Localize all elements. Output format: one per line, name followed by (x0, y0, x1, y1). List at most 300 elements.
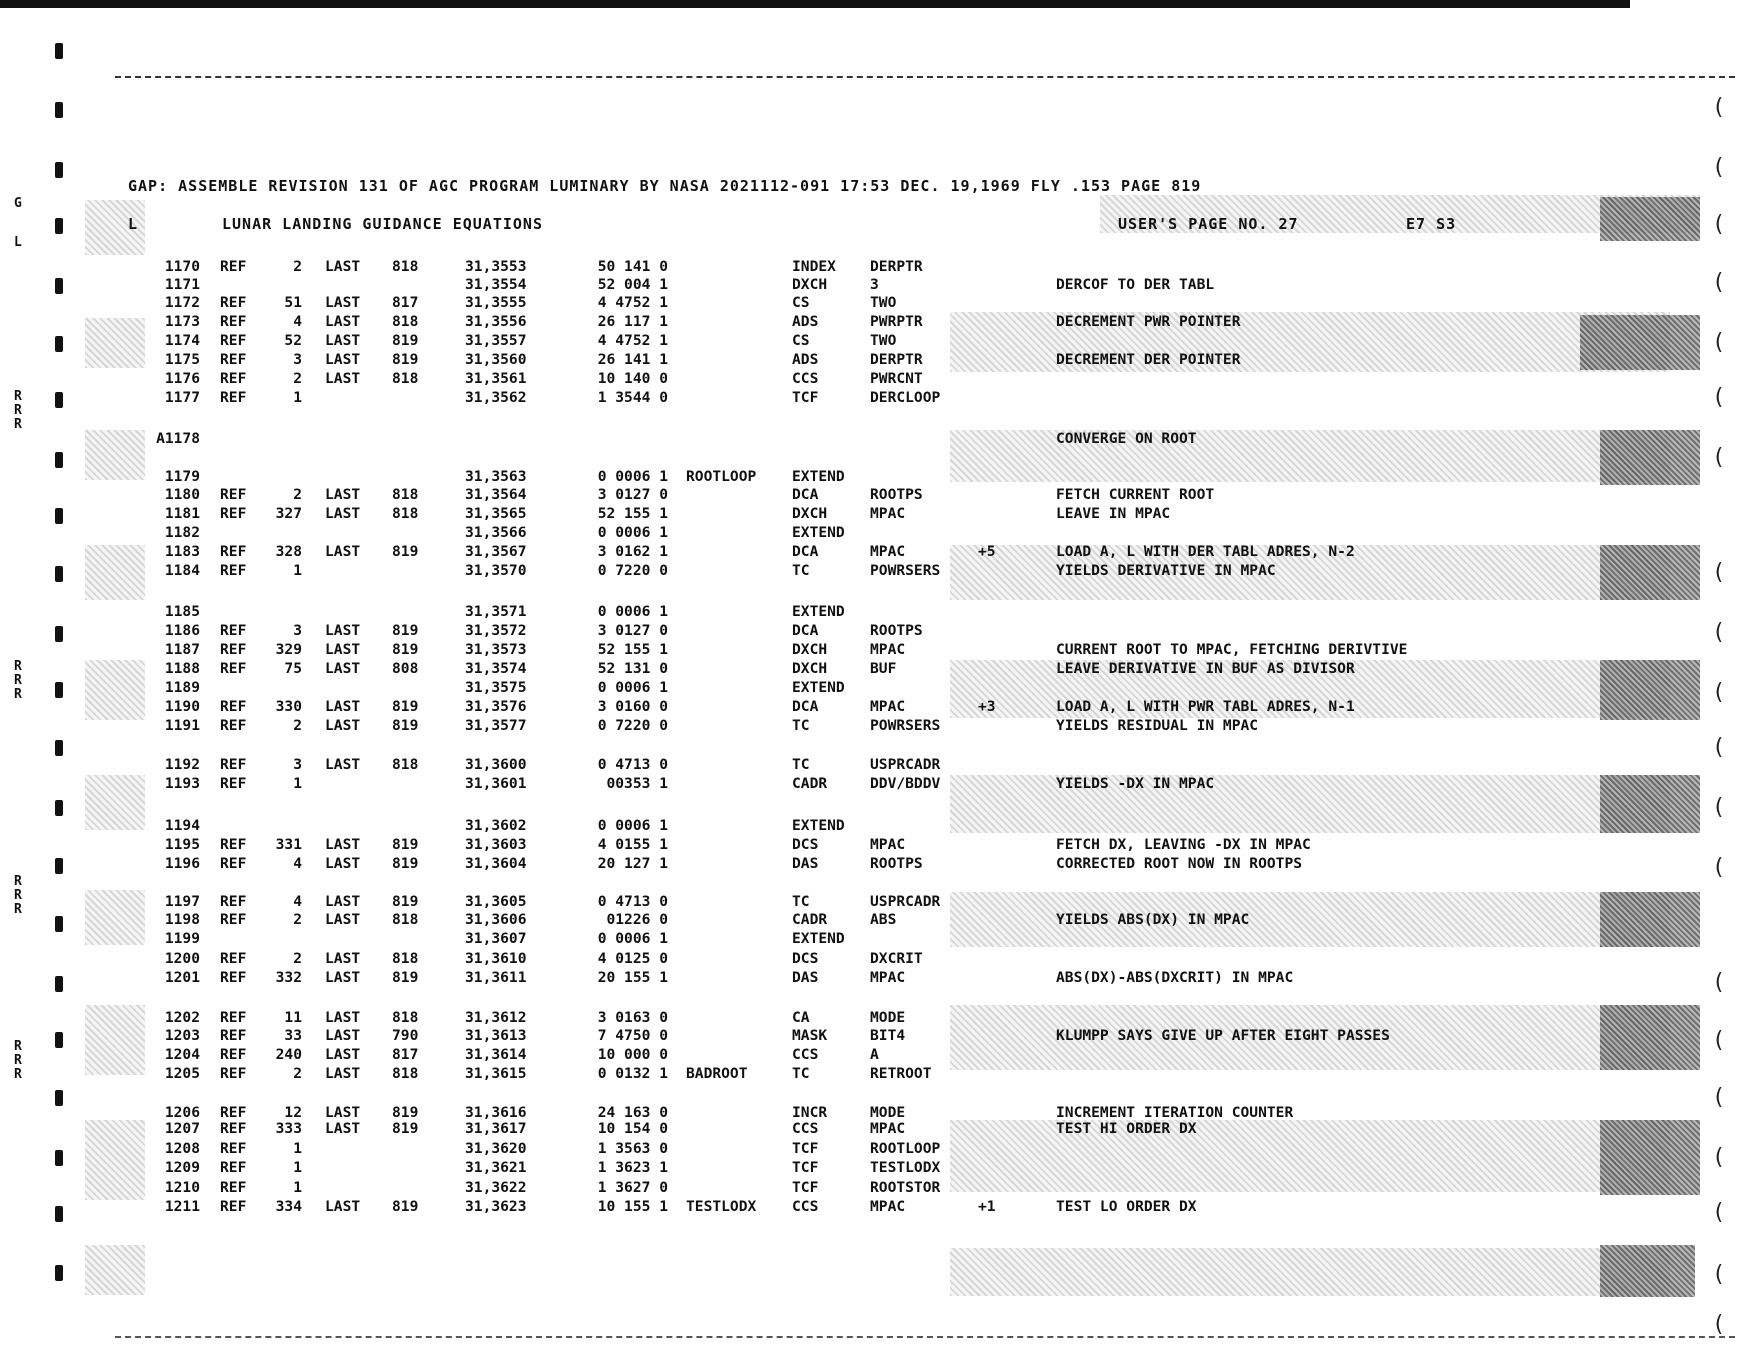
ref-count: 327 (275, 505, 302, 522)
opcode: TCF (792, 1159, 819, 1176)
last-page: 818 (392, 911, 419, 928)
ref-count: 331 (275, 836, 302, 853)
last-keyword: LAST (325, 836, 361, 853)
margin-mark: R R R (14, 659, 22, 702)
ref-count: 1 (293, 1179, 302, 1196)
margin-paren: ( (1712, 1145, 1726, 1170)
ref-keyword: REF (220, 911, 247, 928)
operand: MPAC (870, 698, 906, 715)
octal-code: 52 131 0 (597, 660, 668, 677)
octal-code: 3 0127 0 (597, 486, 668, 503)
last-page: 808 (392, 660, 419, 677)
opcode: DXCH (792, 505, 828, 522)
ref-keyword: REF (220, 969, 247, 986)
margin-paren: ( (1712, 95, 1726, 120)
octal-code: 0 0132 1 (597, 1065, 668, 1082)
line-number: 1173 (164, 313, 200, 330)
octal-code: 52 004 1 (597, 276, 668, 293)
ref-count: 330 (275, 698, 302, 715)
listing-line (0, 950, 1700, 969)
comment: CORRECTED ROOT NOW IN ROOTPS (1056, 855, 1303, 872)
opcode: DCA (792, 486, 819, 503)
ref-keyword: REF (220, 389, 247, 406)
comment: KLUMPP SAYS GIVE UP AFTER EIGHT PASSES (1056, 1027, 1390, 1044)
ref-count: 1 (293, 562, 302, 579)
address: 31,3577 (465, 717, 527, 734)
margin-paren: ( (1712, 1262, 1726, 1287)
last-keyword: LAST (325, 911, 361, 928)
listing-line (0, 660, 1700, 679)
label: BADROOT (686, 1065, 748, 1082)
operand: MPAC (870, 1120, 906, 1137)
ref-count: 329 (275, 641, 302, 658)
listing-line (0, 698, 1700, 717)
ref-count: 2 (293, 370, 302, 387)
octal-code: 0 0006 1 (597, 930, 668, 947)
opcode: ADS (792, 351, 819, 368)
octal-code: 52 155 1 (597, 641, 668, 658)
top-edge-bar (0, 0, 1630, 8)
last-keyword: LAST (325, 756, 361, 773)
octal-code: 10 155 1 (597, 1198, 668, 1215)
address: 31,3616 (465, 1104, 527, 1121)
section-title: LUNAR LANDING GUIDANCE EQUATIONS (222, 215, 543, 233)
ref-keyword: REF (220, 294, 247, 311)
line-number: 1205 (164, 1065, 200, 1082)
ref-keyword: REF (220, 1179, 247, 1196)
operand: MPAC (870, 836, 906, 853)
opcode: EXTEND (792, 524, 845, 541)
comment: FETCH DX, LEAVING -DX IN MPAC (1056, 836, 1311, 853)
listing-line (0, 603, 1700, 622)
comment: YIELDS RESIDUAL IN MPAC (1056, 717, 1259, 734)
listing-line (0, 622, 1700, 641)
comment: YIELDS ABS(DX) IN MPAC (1056, 911, 1250, 928)
comment: LEAVE DERIVATIVE IN BUF AS DIVISOR (1056, 660, 1355, 677)
ref-count: 4 (293, 855, 302, 872)
listing-line (0, 294, 1700, 313)
sprocket-hole (55, 218, 63, 234)
operand: ROOTSTOR (870, 1179, 941, 1196)
operand: POWRSERS (870, 717, 941, 734)
line-number: A1178 (156, 430, 200, 447)
operand: DERPTR (870, 351, 923, 368)
last-keyword: LAST (325, 543, 361, 560)
opcode: CCS (792, 1120, 819, 1137)
last-page: 818 (392, 370, 419, 387)
octal-code: 20 127 1 (597, 855, 668, 872)
ref-keyword: REF (220, 1046, 247, 1063)
last-keyword: LAST (325, 855, 361, 872)
listing-line (0, 1198, 1700, 1217)
ref-count: 4 (293, 313, 302, 330)
line-number: 1175 (164, 351, 200, 368)
margin-paren: ( (1712, 270, 1726, 295)
ref-keyword: REF (220, 1120, 247, 1137)
comment: TEST HI ORDER DX (1056, 1120, 1197, 1137)
ref-keyword: REF (220, 1140, 247, 1157)
last-page: 818 (392, 950, 419, 967)
octal-code: 0 0006 1 (597, 817, 668, 834)
last-keyword: LAST (325, 370, 361, 387)
ref-keyword: REF (220, 313, 247, 330)
octal-code: 4 4752 1 (597, 332, 668, 349)
listing-line (0, 1120, 1700, 1139)
comment: DERCOF TO DER TABL (1056, 276, 1215, 293)
line-number: 1190 (164, 698, 200, 715)
octal-code: 0 0006 1 (597, 524, 668, 541)
last-page: 819 (392, 543, 419, 560)
opcode: TCF (792, 1140, 819, 1157)
line-number: 1196 (164, 855, 200, 872)
opcode: DCS (792, 836, 819, 853)
operand: PWRCNT (870, 370, 923, 387)
ref-count: 75 (284, 660, 302, 677)
comment: DECREMENT DER POINTER (1056, 351, 1241, 368)
opcode: TCF (792, 389, 819, 406)
sprocket-hole (55, 452, 63, 468)
octal-code: 4 4752 1 (597, 294, 668, 311)
opcode: DCS (792, 950, 819, 967)
ref-keyword: REF (220, 1065, 247, 1082)
listing-line (0, 893, 1700, 912)
ref-count: 33 (284, 1027, 302, 1044)
line-number: 1172 (164, 294, 200, 311)
octal-code: 0 7220 0 (597, 717, 668, 734)
address: 31,3574 (465, 660, 527, 677)
line-number: 1174 (164, 332, 200, 349)
octal-code: 24 163 0 (597, 1104, 668, 1121)
operand: PWRPTR (870, 313, 923, 330)
ref-count: 2 (293, 717, 302, 734)
label: ROOTLOOP (686, 468, 757, 485)
ref-keyword: REF (220, 486, 247, 503)
margin-paren: ( (1712, 970, 1726, 995)
line-number: 1192 (164, 756, 200, 773)
ref-keyword: REF (220, 855, 247, 872)
listing-line (0, 817, 1700, 836)
listing-line (0, 1046, 1700, 1065)
ref-count: 4 (293, 893, 302, 910)
perforation-line-top (115, 76, 1735, 78)
opcode: CADR (792, 775, 828, 792)
line-number: 1200 (164, 950, 200, 967)
address: 31,3571 (465, 603, 527, 620)
ref-keyword: REF (220, 370, 247, 387)
operand: BIT4 (870, 1027, 906, 1044)
ref-count: 2 (293, 258, 302, 275)
address: 31,3623 (465, 1198, 527, 1215)
margin-mark: G (14, 196, 22, 211)
address: 31,3554 (465, 276, 527, 293)
last-keyword: LAST (325, 1046, 361, 1063)
listing-line (0, 775, 1700, 794)
ref-keyword: REF (220, 641, 247, 658)
address: 31,3614 (465, 1046, 527, 1063)
line-number: 1171 (164, 276, 200, 293)
operand: MPAC (870, 641, 906, 658)
last-page: 818 (392, 1009, 419, 1026)
last-page: 818 (392, 486, 419, 503)
listing-line (0, 1159, 1700, 1178)
octal-code: 3 0163 0 (597, 1009, 668, 1026)
opcode: TC (792, 893, 810, 910)
opcode: DAS (792, 969, 819, 986)
scan-noise (1600, 197, 1700, 241)
octal-code: 7 4750 0 (597, 1027, 668, 1044)
last-keyword: LAST (325, 1065, 361, 1082)
line-number: 1194 (164, 817, 200, 834)
line-number: 1195 (164, 836, 200, 853)
operand: TWO (870, 332, 897, 349)
ref-keyword: REF (220, 1104, 247, 1121)
line-number: 1176 (164, 370, 200, 387)
line-number: 1185 (164, 603, 200, 620)
operand: MODE (870, 1009, 906, 1026)
ref-count: 3 (293, 351, 302, 368)
address: 31,3612 (465, 1009, 527, 1026)
octal-code: 00353 1 (606, 775, 668, 792)
line-number: 1170 (164, 258, 200, 275)
sprocket-hole (55, 800, 63, 816)
operand: A (870, 1046, 879, 1063)
address: 31,3570 (465, 562, 527, 579)
last-page: 818 (392, 505, 419, 522)
listing-line (0, 679, 1700, 698)
operand: BUF (870, 660, 897, 677)
address: 31,3553 (465, 258, 527, 275)
address: 31,3604 (465, 855, 527, 872)
comment: FETCH CURRENT ROOT (1056, 486, 1215, 503)
ref-keyword: REF (220, 698, 247, 715)
comment: TEST LO ORDER DX (1056, 1198, 1197, 1215)
address: 31,3605 (465, 893, 527, 910)
ref-count: 334 (275, 1198, 302, 1215)
last-keyword: LAST (325, 1120, 361, 1137)
operand: TESTLODX (870, 1159, 941, 1176)
last-page: 817 (392, 294, 419, 311)
address: 31,3572 (465, 622, 527, 639)
address: 31,3563 (465, 468, 527, 485)
operand: TWO (870, 294, 897, 311)
operand: USPRCADR (870, 756, 941, 773)
opcode: EXTEND (792, 603, 845, 620)
listing-line (0, 1009, 1700, 1028)
margin-paren: ( (1712, 855, 1726, 880)
listing-line (0, 370, 1700, 389)
operand: POWRSERS (870, 562, 941, 579)
line-number: 1189 (164, 679, 200, 696)
ref-keyword: REF (220, 562, 247, 579)
opcode: EXTEND (792, 817, 845, 834)
octal-code: 1 3623 1 (597, 1159, 668, 1176)
listing-line (0, 313, 1700, 332)
opcode: DCA (792, 622, 819, 639)
last-page: 819 (392, 332, 419, 349)
comment: LEAVE IN MPAC (1056, 505, 1171, 522)
line-number: 1191 (164, 717, 200, 734)
octal-code: 3 0162 1 (597, 543, 668, 560)
operand: ROOTLOOP (870, 1140, 941, 1157)
comment: LOAD A, L WITH DER TABL ADRES, N-2 (1056, 543, 1355, 560)
margin-paren: ( (1712, 212, 1726, 237)
margin-mark: R R R (14, 1039, 22, 1082)
ref-count: 2 (293, 486, 302, 503)
margin-paren: ( (1712, 620, 1726, 645)
margin-paren: ( (1712, 795, 1726, 820)
listing-line (0, 1140, 1700, 1159)
line-number: 1181 (164, 505, 200, 522)
ref-count: 2 (293, 950, 302, 967)
margin-paren: ( (1712, 445, 1726, 470)
last-page: 818 (392, 313, 419, 330)
address: 31,3613 (465, 1027, 527, 1044)
octal-code: 52 155 1 (597, 505, 668, 522)
ref-keyword: REF (220, 775, 247, 792)
margin-mark: R R R (14, 874, 22, 917)
opcode: EXTEND (792, 468, 845, 485)
listing-line (0, 969, 1700, 988)
opcode: INDEX (792, 258, 836, 275)
ref-keyword: REF (220, 836, 247, 853)
opcode: DXCH (792, 276, 828, 293)
last-keyword: LAST (325, 294, 361, 311)
ref-count: 2 (293, 1065, 302, 1082)
operand: DDV/BDDV (870, 775, 941, 792)
address: 31,3560 (465, 351, 527, 368)
page-code: E7 S3 (1406, 215, 1457, 233)
octal-code: 0 7220 0 (597, 562, 668, 579)
address: 31,3600 (465, 756, 527, 773)
ref-count: 52 (284, 332, 302, 349)
line-number: 1202 (164, 1009, 200, 1026)
address: 31,3621 (465, 1159, 527, 1176)
offset: +5 (978, 543, 996, 560)
address: 31,3617 (465, 1120, 527, 1137)
opcode: DXCH (792, 641, 828, 658)
last-keyword: LAST (325, 698, 361, 715)
octal-code: 4 0155 1 (597, 836, 668, 853)
ref-keyword: REF (220, 351, 247, 368)
operand: ABS (870, 911, 897, 928)
last-page: 818 (392, 258, 419, 275)
listing-line (0, 836, 1700, 855)
listing-line (0, 855, 1700, 874)
last-page: 819 (392, 1104, 419, 1121)
operand: MPAC (870, 543, 906, 560)
scan-noise (950, 1248, 1670, 1296)
listing-line (0, 524, 1700, 543)
last-keyword: LAST (325, 622, 361, 639)
octal-code: 20 155 1 (597, 969, 668, 986)
address: 31,3562 (465, 389, 527, 406)
last-page: 819 (392, 836, 419, 853)
margin-paren: ( (1712, 385, 1726, 410)
margin-paren: ( (1712, 1085, 1726, 1110)
last-page: 819 (392, 893, 419, 910)
listing-line (0, 486, 1700, 505)
last-keyword: LAST (325, 950, 361, 967)
octal-code: 3 0160 0 (597, 698, 668, 715)
address: 31,3566 (465, 524, 527, 541)
listing-line (0, 505, 1700, 524)
ref-keyword: REF (220, 505, 247, 522)
comment: ABS(DX)-ABS(DXCRIT) IN MPAC (1056, 969, 1294, 986)
opcode: EXTEND (792, 930, 845, 947)
address: 31,3564 (465, 486, 527, 503)
opcode: CADR (792, 911, 828, 928)
ref-keyword: REF (220, 660, 247, 677)
last-page: 819 (392, 351, 419, 368)
octal-code: 01226 0 (606, 911, 668, 928)
offset: +3 (978, 698, 996, 715)
margin-paren: ( (1712, 735, 1726, 760)
address: 31,3622 (465, 1179, 527, 1196)
address: 31,3620 (465, 1140, 527, 1157)
ref-count: 3 (293, 622, 302, 639)
line-number: 1206 (164, 1104, 200, 1121)
sprocket-hole (55, 162, 63, 178)
line-number: 1199 (164, 930, 200, 947)
address: 31,3567 (465, 543, 527, 560)
address: 31,3576 (465, 698, 527, 715)
listing-line (0, 258, 1700, 277)
comment: INCREMENT ITERATION COUNTER (1056, 1104, 1294, 1121)
ref-keyword: REF (220, 950, 247, 967)
last-keyword: LAST (325, 313, 361, 330)
line-number: 1211 (164, 1198, 200, 1215)
line-number: 1201 (164, 969, 200, 986)
address: 31,3556 (465, 313, 527, 330)
operand: RETROOT (870, 1065, 932, 1082)
address: 31,3611 (465, 969, 527, 986)
octal-code: 10 000 0 (597, 1046, 668, 1063)
ref-keyword: REF (220, 258, 247, 275)
last-page: 818 (392, 1065, 419, 1082)
address: 31,3606 (465, 911, 527, 928)
offset: +1 (978, 1198, 996, 1215)
octal-code: 0 0006 1 (597, 679, 668, 696)
margin-mark: R R R (14, 389, 22, 432)
last-keyword: LAST (325, 1198, 361, 1215)
comment: CONVERGE ON ROOT (1056, 430, 1197, 447)
listing-line (0, 351, 1700, 370)
line-number: 1210 (164, 1179, 200, 1196)
opcode: CCS (792, 1046, 819, 1063)
address: 31,3557 (465, 332, 527, 349)
sprocket-hole (55, 102, 63, 118)
last-keyword: LAST (325, 969, 361, 986)
margin-paren: ( (1712, 330, 1726, 355)
sprocket-hole (55, 1265, 63, 1281)
operand: MPAC (870, 969, 906, 986)
address: 31,3610 (465, 950, 527, 967)
octal-code: 50 141 0 (597, 258, 668, 275)
margin-mark: L (14, 235, 22, 250)
listing-line (0, 562, 1700, 581)
last-page: 819 (392, 855, 419, 872)
listing-line (0, 1065, 1700, 1084)
users-page-number: USER'S PAGE NO. 27 (1118, 215, 1299, 233)
line-number: 1186 (164, 622, 200, 639)
opcode: DAS (792, 855, 819, 872)
last-page: 818 (392, 756, 419, 773)
ref-count: 332 (275, 969, 302, 986)
comment: DECREMENT PWR POINTER (1056, 313, 1241, 330)
address: 31,3575 (465, 679, 527, 696)
operand: USPRCADR (870, 893, 941, 910)
operand: MPAC (870, 1198, 906, 1215)
